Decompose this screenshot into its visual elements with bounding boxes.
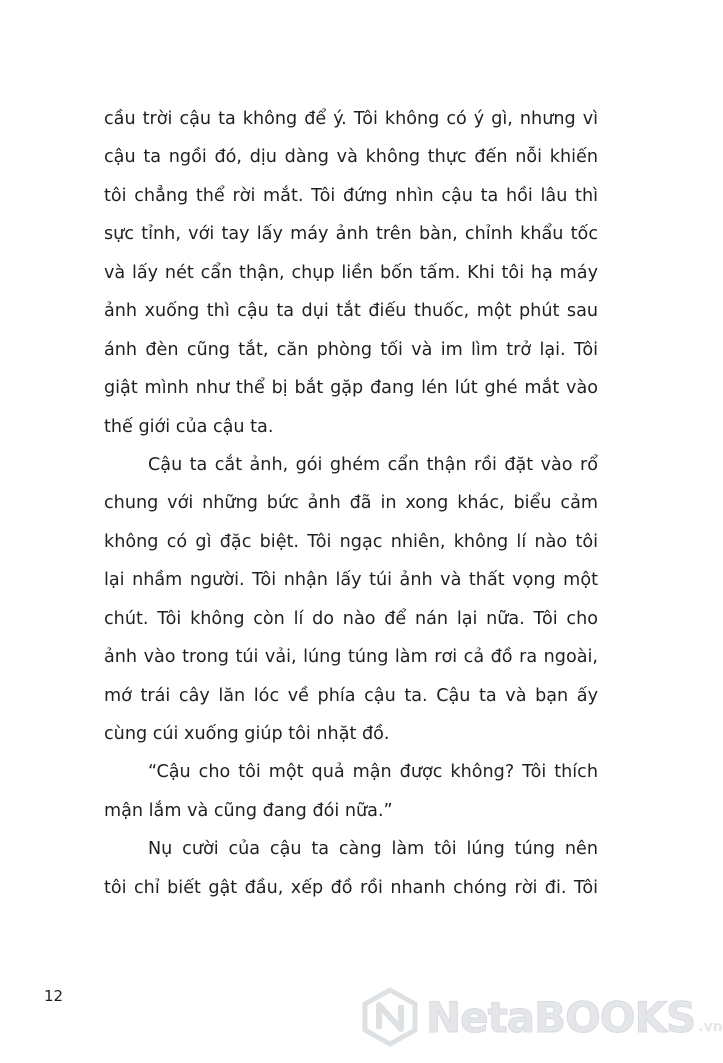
text-line: “Cậu cho tôi một quả mận được không? Tôi thích [148, 762, 598, 783]
body-text [104, 100, 598, 907]
text-line: và lấy nét cẩn thận, chụp liền bốn tấm. Khi tôi hạ máy [104, 262, 598, 283]
text-line: lại nhầm người. Tôi nhận lấy túi ảnh và thất vọng một [104, 570, 598, 591]
text-line: Cậu ta cắt ảnh, gói ghém cẩn thận rồi đặt vào rổ [148, 454, 598, 475]
text-line: cầu trời cậu ta không để ý. Tôi không có ý gì, nhưng vì [104, 109, 598, 129]
text-line: chút. Tôi không còn lí do nào để nán lại nữa. Tôi cho [104, 608, 598, 629]
text-line: cậu ta ngồi đó, dịu dàng và không thực đến nỗi khiến [104, 147, 598, 168]
text-line: mớ trái cây lăn lóc về phía cậu ta. Cậu ta và bạn ấy [104, 685, 598, 706]
text-line: thế giới của cậu ta. [104, 416, 274, 437]
text-line: tôi chẳng thể rời mắt. Tôi đứng nhìn cậu ta hồi lâu thì [104, 185, 598, 206]
watermark-brand: NetaBOOKS [426, 992, 696, 1042]
text-line: ảnh xuống thì cậu ta dụi tắt điếu thuốc, một phút sau [104, 301, 598, 322]
text-line: Nụ cười của cậu ta càng làm tôi lúng túng nên [148, 839, 598, 860]
text-line: ánh đèn cũng tắt, căn phòng tối và im lìm trở lại. Tôi [104, 339, 598, 360]
text-line: không có gì đặc biệt. Tôi ngạc nhiên, không lí nào tôi [104, 531, 598, 552]
text-line: giật mình như thể bị bắt gặp đang lén lút ghé mắt vào [104, 378, 598, 399]
watermark [360, 985, 723, 1049]
page-number: 12 [44, 987, 64, 1005]
netabooks-logo-icon [360, 987, 420, 1047]
text-line: chung với những bức ảnh đã in xong khác, biểu cảm [104, 493, 598, 514]
watermark-suffix: .vn [698, 1019, 723, 1035]
text-line: mận lắm và cũng đang đói nữa.” [104, 800, 393, 821]
text-line: sực tỉnh, với tay lấy máy ảnh trên bàn, chỉnh khẩu tốc [104, 224, 598, 245]
text-line: ảnh vào trong túi vải, lúng túng làm rơi cả đồ ra ngoài, [104, 647, 598, 668]
text-line: cùng cúi xuống giúp tôi nhặt đồ. [104, 724, 390, 744]
text-line: tôi chỉ biết gật đầu, xếp đồ rồi nhanh chóng rời đi. Tôi [104, 877, 598, 898]
